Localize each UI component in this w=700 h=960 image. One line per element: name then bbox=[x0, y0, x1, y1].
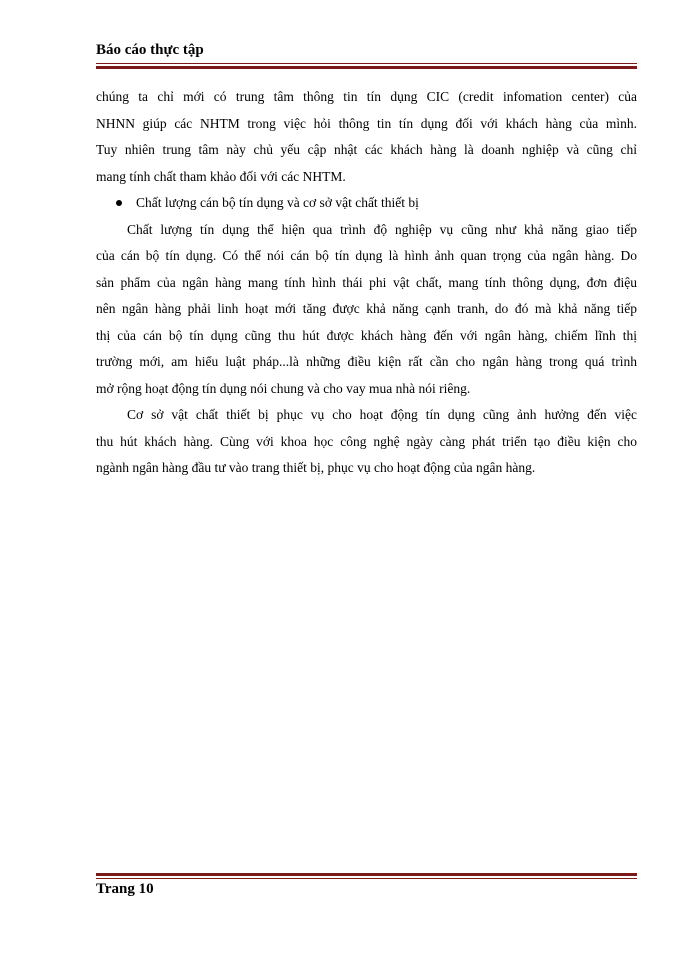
text-line: NHNN giúp các NHTM trong việc hỏi thông tin tín dụng đối với khách hàng của mình. bbox=[96, 115, 637, 131]
paragraph-3 bbox=[96, 402, 637, 482]
text-line: thu hút khách hàng. Cùng với khoa học công nghệ ngày càng phát triển tạo điều kiện cho bbox=[96, 433, 637, 449]
page-number: Trang 10 bbox=[96, 881, 154, 897]
footer-rule-thin bbox=[96, 878, 637, 879]
text-line: Tuy nhiên trung tâm này chủ yếu cập nhật các khách hàng là doanh nghiệp và cũng chỉ bbox=[96, 142, 637, 157]
document-body bbox=[96, 84, 637, 482]
text-line: Cơ sở vật chất thiết bị phục vụ cho hoạt động tín dụng cũng ảnh hưởng đến việc bbox=[127, 407, 637, 422]
text-line: ngành ngân hàng đầu tư vào trang thiết bị, phục vụ cho hoạt động của ngân hàng. bbox=[96, 460, 536, 475]
text-line: mang tính chất tham khảo đối với các NHTM. bbox=[96, 168, 346, 184]
text-line: mở rộng hoạt động tín dụng nói chung và cho vay mua nhà nói riêng. bbox=[96, 380, 471, 396]
text-line: nên ngân hàng phải linh hoạt mới tăng được khả năng cạnh tranh, do đó mà khả năng tiếp bbox=[96, 301, 637, 316]
page-header-title: Báo cáo thực tập bbox=[96, 42, 204, 58]
bullet-icon bbox=[116, 200, 122, 206]
text-line: trường mới, am hiểu luật pháp...là những điều kiện rất cần cho ngân hàng trong quá trình bbox=[96, 354, 637, 369]
bullet-item bbox=[96, 190, 637, 217]
header-rule-thin bbox=[96, 63, 637, 64]
paragraph-2 bbox=[96, 217, 637, 403]
text-line: Chất lượng tín dụng thể hiện qua trình độ nghiệp vụ cũng như khả năng giao tiếp bbox=[127, 221, 637, 237]
text-line: chúng ta chỉ mới có trung tâm thông tin tín dụng CIC (credit infomation center) của bbox=[96, 89, 637, 104]
text-line: thị của cán bộ tín dụng cũng thu hút được khách hàng đến với ngân hàng, chiếm lĩnh thị bbox=[96, 327, 637, 343]
paragraph-1 bbox=[96, 84, 637, 190]
header-rule-thick bbox=[96, 66, 637, 69]
footer-rule-thick bbox=[96, 873, 637, 876]
text-line: của cán bộ tín dụng. Có thể nói cán bộ tín dụng là hình ảnh quan trọng của ngân hàng. Do bbox=[96, 248, 637, 263]
text-line: sản phẩm của ngân hàng mang tính hình thái phi vật chất, mang tính thông dụng, đơn điệu bbox=[96, 274, 637, 290]
bullet-text: Chất lượng cán bộ tín dụng và cơ sở vật chất thiết bị bbox=[136, 195, 419, 210]
